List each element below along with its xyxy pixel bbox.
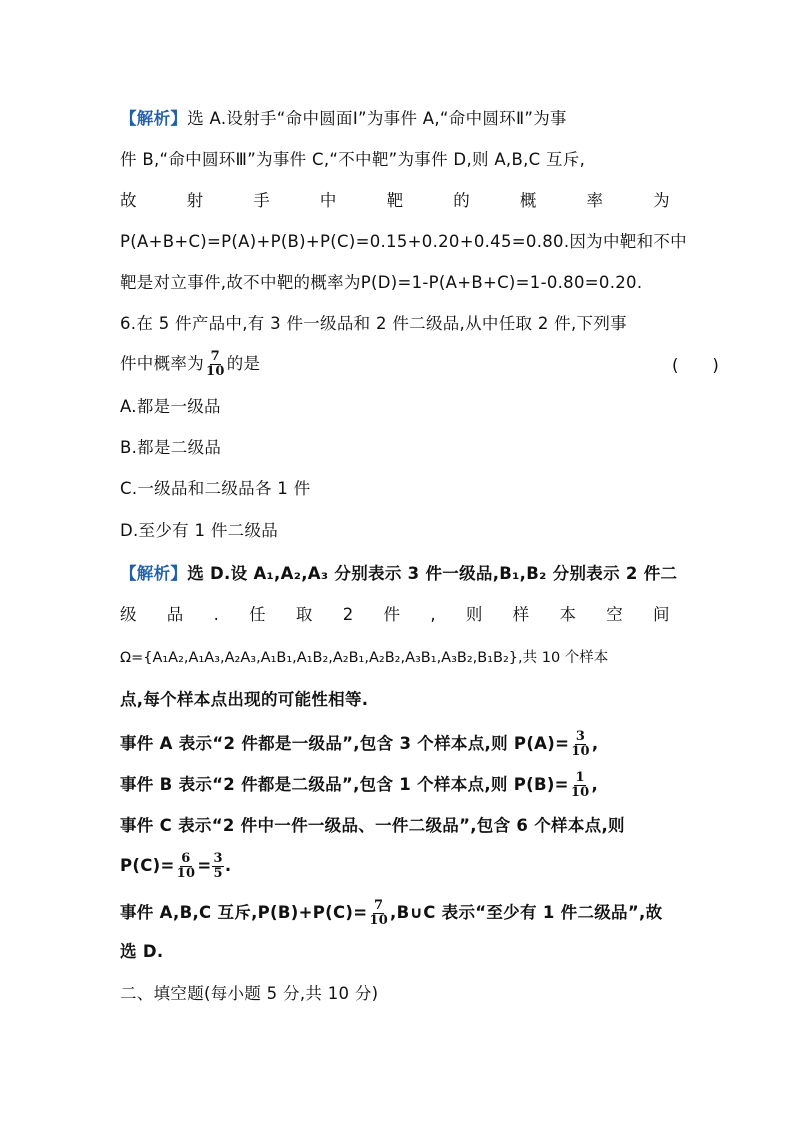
- q6-pre: 件中概率为: [120, 354, 204, 373]
- analysis-text: 选 A.设射手“命中圆面Ⅰ”为事件 A,“命中圆环Ⅱ”为事: [187, 109, 567, 128]
- event-b-line: [120, 771, 598, 800]
- question-6-line-1: 6.在 5 件产品中,有 3 件一级品和 2 件二级品,从中任取 2 件,下列事: [120, 314, 627, 333]
- char: 手: [253, 191, 271, 210]
- analysis-line-2: 件 B,“命中圆环Ⅲ”为事件 C,“不中靶”为事件 D,则 A,B,C 互斥,: [120, 150, 586, 169]
- equals: =: [197, 856, 212, 875]
- option-d: D.至少有 1 件二级品: [120, 521, 279, 540]
- option-c: C.一级品和二级品各 1 件: [120, 479, 311, 498]
- numerator: 1: [575, 770, 585, 785]
- char: 间: [653, 605, 670, 624]
- punct: ,: [591, 734, 599, 753]
- char: .: [213, 605, 220, 624]
- q6-post: 的是: [226, 354, 261, 373]
- char: 2: [342, 605, 354, 624]
- denominator: 10: [176, 866, 196, 881]
- char: 空: [606, 605, 624, 624]
- fraction: [368, 899, 389, 928]
- section-heading: 二、填空题(每小题 5 分,共 10 分): [120, 984, 379, 1003]
- summary-pre: 事件 A,B,C 互斥,P(B)+P(C)=: [120, 903, 368, 922]
- event-a-text: 事件 A 表示“2 件都是一级品”,包含 3 个样本点,则 P(A)=: [120, 734, 570, 753]
- fraction: [205, 350, 226, 379]
- option-a: A.都是一级品: [120, 397, 221, 416]
- punct: ,: [591, 775, 599, 794]
- fraction: [176, 852, 197, 881]
- numerator: 6: [181, 851, 191, 866]
- char: 品: [166, 605, 184, 624]
- numerator: 7: [210, 349, 221, 364]
- answer-paren: ( ): [672, 356, 720, 375]
- denominator: 10: [570, 785, 590, 800]
- denominator: 10: [206, 364, 225, 379]
- char: 取: [295, 605, 313, 624]
- event-b-text: 事件 B 表示“2 件都是二级品”,包含 1 个样本点,则 P(B)=: [120, 775, 569, 794]
- solution-line-2: [120, 604, 670, 626]
- denominator: 10: [571, 744, 590, 759]
- denominator: 10: [369, 913, 389, 928]
- analysis-line-1: [120, 108, 567, 130]
- numerator: 3: [213, 851, 223, 866]
- char: 级: [120, 605, 137, 624]
- event-a-line: [120, 730, 598, 759]
- fraction: [570, 730, 591, 759]
- char: 则: [465, 605, 483, 624]
- pc-label: P(C)=: [120, 856, 175, 875]
- summary-line-1: [120, 899, 662, 928]
- char: ,: [430, 605, 436, 624]
- char: 概: [519, 191, 537, 210]
- punct: .: [224, 856, 232, 875]
- char: 为: [653, 191, 670, 210]
- char: 射: [186, 191, 204, 210]
- analysis-line-3: [120, 190, 670, 212]
- analysis-tag: 【解析】: [120, 109, 188, 128]
- char: 本: [559, 605, 577, 624]
- char: 样: [512, 605, 530, 624]
- fraction: [212, 852, 223, 881]
- char: 靶: [386, 191, 404, 210]
- event-c-line-1: 事件 C 表示“2 件中一件一级品、一件二级品”,包含 6 个样本点,则: [120, 816, 625, 835]
- summary-post: ,B∪C 表示“至少有 1 件二级品”,故: [390, 903, 663, 922]
- summary-line-2: 选 D.: [120, 942, 164, 961]
- char: 率: [586, 191, 604, 210]
- char: 中: [319, 191, 337, 210]
- question-6-line-2: [120, 350, 260, 379]
- char: 的: [453, 191, 471, 210]
- solution-line-4: 点,每个样本点出现的可能性相等.: [120, 690, 369, 709]
- solution-text: 选 D.设 A₁,A₂,A₃ 分别表示 3 件一级品,B₁,B₂ 分别表示 2 件二: [187, 564, 678, 583]
- analysis-tag: 【解析】: [120, 564, 188, 583]
- char: 件: [383, 605, 401, 624]
- event-c-line-2: [120, 852, 231, 881]
- char: 任: [249, 605, 266, 624]
- sample-space-line: Ω={A₁A₂,A₁A₃,A₂A₃,A₁B₁,A₁B₂,A₂B₁,A₂B₂,A₃B₁,A₃B₂,B₁B₂},共 10 个样本: [120, 650, 609, 666]
- analysis-line-4: P(A+B+C)=P(A)+P(B)+P(C)=0.15+0.20+0.45=0.80.因为中靶和不中: [120, 232, 687, 251]
- numerator: 7: [374, 898, 384, 913]
- fraction: [570, 771, 591, 800]
- char: 故: [120, 191, 137, 210]
- option-b: B.都是二级品: [120, 438, 222, 457]
- numerator: 3: [575, 729, 586, 744]
- solution-line-1: [120, 563, 677, 585]
- denominator: 5: [213, 866, 223, 881]
- analysis-line-5: 靶是对立事件,故不中靶的概率为P(D)=1-P(A+B+C)=1-0.80=0.20.: [120, 273, 643, 292]
